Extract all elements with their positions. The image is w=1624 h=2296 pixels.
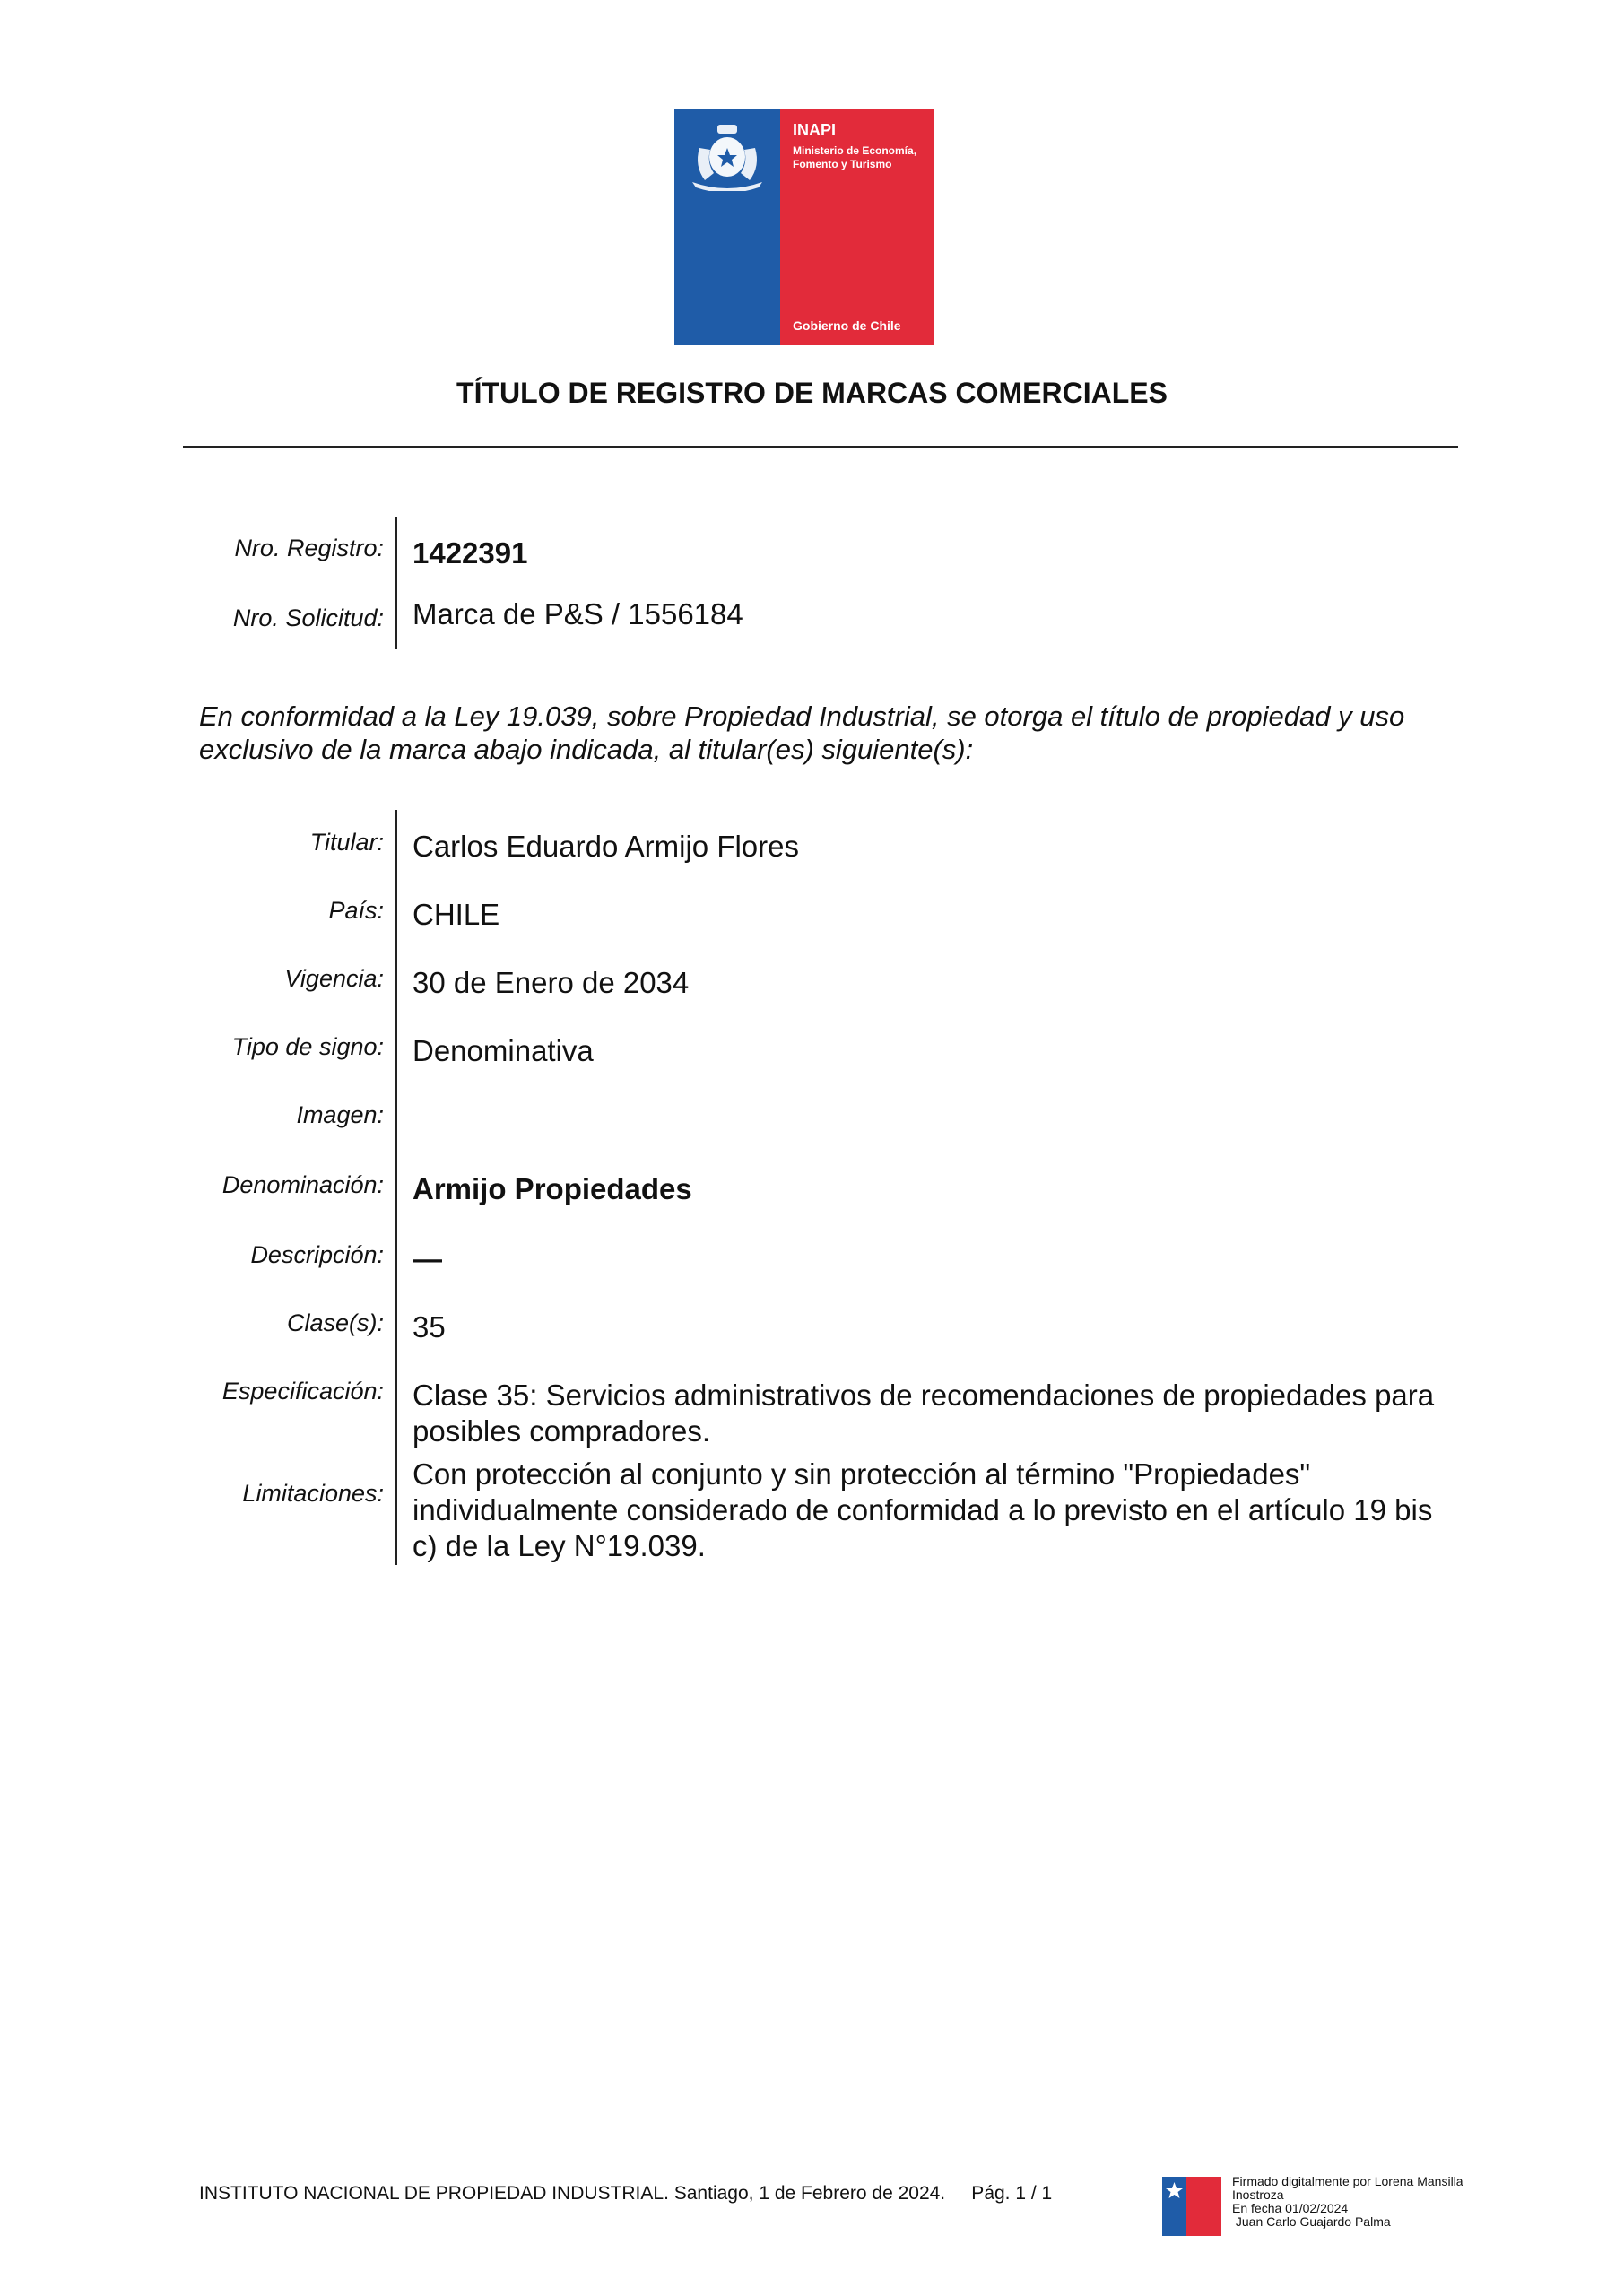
field-value-clases: 35 bbox=[413, 1310, 446, 1344]
field-value-limitaciones: Con protección al conjunto y sin protección al término "Propiedades" individualmente considerado de conformidad a lo previsto en el artículo 19 bis c) de la Ley N°19.039. bbox=[413, 1457, 1433, 1562]
field-value-titular: Carlos Eduardo Armijo Flores bbox=[413, 830, 799, 863]
signature-line: En fecha 01/02/2024 bbox=[1232, 2201, 1349, 2215]
field-label-clases: Clase(s): bbox=[286, 1309, 384, 1336]
logo-org-name: INAPI bbox=[793, 121, 837, 139]
field-value-especificacion: Clase 35: Servicios administrativos de recomendaciones de propiedades para posibles compradores. bbox=[413, 1378, 1435, 1448]
field-label-limitaciones: Limitaciones: bbox=[242, 1480, 384, 1507]
field-label-tipo-signo: Tipo de signo: bbox=[231, 1033, 384, 1060]
field-label-pais: País: bbox=[328, 897, 384, 924]
field-value-registro: 1422391 bbox=[413, 536, 528, 570]
field-label-solicitud: Nro. Solicitud: bbox=[232, 604, 384, 631]
inapi-logo bbox=[674, 109, 934, 345]
document-title: TÍTULO DE REGISTRO DE MARCAS COMERCIALES bbox=[456, 377, 1168, 409]
field-label-vigencia: Vigencia: bbox=[284, 965, 384, 992]
field-value-descripcion: — bbox=[413, 1242, 442, 1275]
field-label-descripcion: Descripción: bbox=[250, 1241, 384, 1268]
field-label-especificacion: Especificación: bbox=[221, 1378, 384, 1405]
signature-star-icon bbox=[1162, 2179, 1186, 2203]
intro-paragraph: En conformidad a la Ley 19.039, sobre Propiedad Industrial, se otorga el título de propiedad y uso exclusivo de la marca abajo indicada, al titular(es) siguiente(s): bbox=[199, 700, 1405, 765]
field-value-tipo-signo: Denominativa bbox=[413, 1034, 594, 1067]
logo-government: Gobierno de Chile bbox=[793, 318, 901, 333]
title-divider bbox=[183, 446, 1458, 448]
logo-red-panel bbox=[780, 109, 934, 345]
field-value-vigencia: 30 de Enero de 2034 bbox=[413, 966, 690, 999]
field-label-titular: Titular: bbox=[309, 829, 384, 856]
logo-blue-panel bbox=[674, 109, 780, 345]
field-value-denominacion: Armijo Propiedades bbox=[413, 1172, 692, 1205]
field-label-registro: Nro. Registro: bbox=[234, 535, 384, 561]
field-label-imagen: Imagen: bbox=[296, 1101, 384, 1128]
field-label-denominacion: Denominación: bbox=[221, 1171, 384, 1198]
field-value-pais: CHILE bbox=[413, 898, 500, 931]
coat-of-arms-icon bbox=[682, 121, 773, 191]
signature-line: Firmado digitalmente por Lorena Mansilla bbox=[1232, 2174, 1463, 2188]
field-value-solicitud: Marca de P&S / 1556184 bbox=[413, 597, 743, 631]
footer-institution-text: INSTITUTO NACIONAL DE PROPIEDAD INDUSTRIAL. Santiago, 1 de Febrero de 2024. Pág. 1 / 1 bbox=[199, 2183, 1053, 2204]
header-fields-divider bbox=[395, 517, 397, 649]
digital-signature-text bbox=[1232, 2175, 1463, 2229]
signature-logo-blue bbox=[1162, 2177, 1186, 2236]
logo-ministry: Ministerio de Economía, Fomento y Turismo bbox=[793, 144, 917, 170]
signature-line: Inostroza bbox=[1232, 2187, 1284, 2202]
signature-line: Juan Carlo Guajardo Palma bbox=[1232, 2214, 1391, 2229]
signature-logo bbox=[1162, 2177, 1221, 2236]
signature-logo-red bbox=[1186, 2177, 1221, 2236]
fields-divider bbox=[395, 810, 397, 1565]
